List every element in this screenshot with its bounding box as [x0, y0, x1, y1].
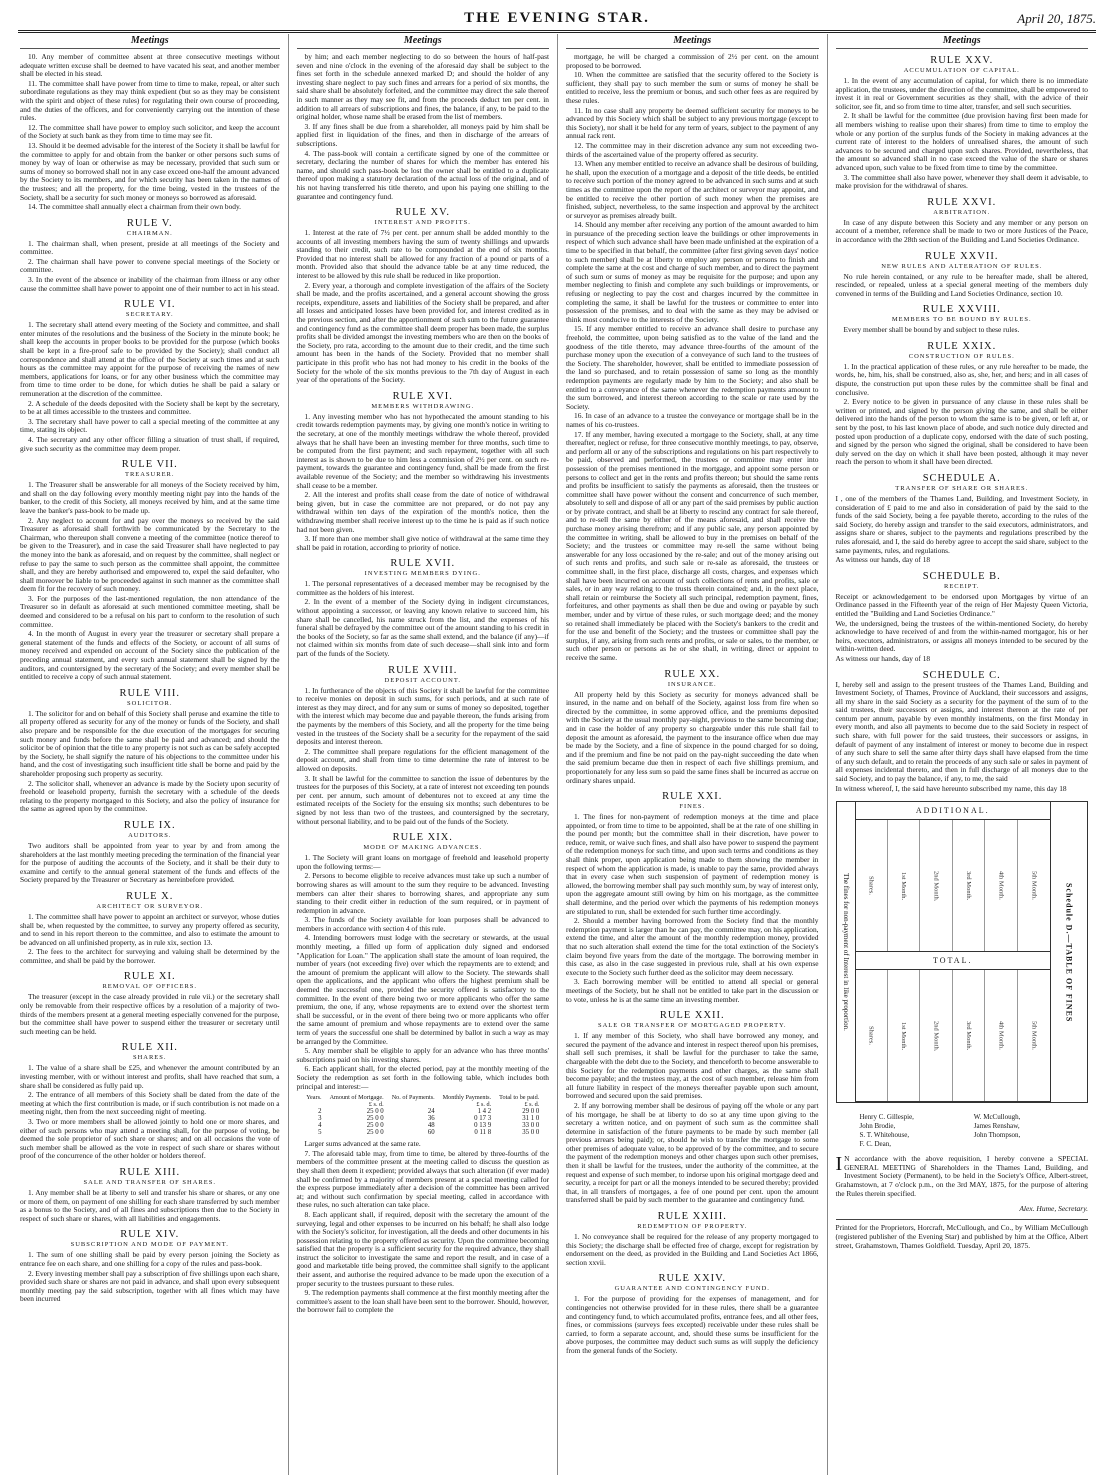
- paragraph: 2. In the event of a member of the Society dying in indigent circumstances, without appointing a successor, or leaving any known relative to succeed him, his share shall be cancelled, his name struck from the list, and the expenses of his funeral shall be defrayed by the committee out of the amount standing to his credit in the books of the Society, so far as the same shall extend, and the balance (if any)—if not claimed within six months from date of such decease—shall sink into and form part of the funds of the Society.: [296, 597, 549, 659]
- rule-heading: RULE VIII.: [119, 687, 181, 699]
- column-heading: Meetings: [297, 34, 550, 49]
- paragraph: 12. The committee may in their discretion advance any sum not exceeding two-thirds of the ascertained value of the property offered as security.: [566, 140, 819, 159]
- paragraph: 2. Every notice to be given in pursuance of any clause in these rules shall be written or printed, and signed by the person giving the same, and shall be either delivered into the hands of the person to whom the same is to be given, or left at, or sent by the post, to his last known place of abode, and such notice duly directed and posted upon production of a duplicate copy, endorsed with the date of such posting, and signed by the person who signed the original, shall be considered to have been duly served on the day on which it shall have been posted, although it may never reach the person to whom it shall have been directed.: [835, 397, 1088, 467]
- rule-subheading: CONSTRUCTION OF RULES.: [908, 352, 1015, 360]
- rule-subheading: INVESTING MEMBERS DYING.: [364, 570, 481, 578]
- rule-heading: RULE XXIV.: [658, 1273, 727, 1285]
- fines-column-header: 1st Month.: [888, 820, 920, 951]
- table-cell: 25 0 0: [366, 1108, 384, 1116]
- paragraph: 4. The pass-book will contain a certificate signed by one of the committee or secretary, declaring the number of shares for which the member has entered his name, and should such pass-book be lost the owner shall be entitled to a duplicate thereof upon making a statutory declaration of the actual loss of the original, and of his not having transferred his title thereto, and upon his paying one shilling to the guarantee and contingency fund.: [296, 148, 549, 201]
- fines-grid: [856, 802, 1051, 1102]
- paragraph: 2. If any borrowing member shall be desirous of paying off the whole or any part of his mortgage, he shall be at liberty to do so at any time upon giving to the secretary a written notice, and on payment of such sum as the committee shall determine in satisfaction of the future payments to be made by such member (all previous arrears being paid); or, should he wish to transfer the mortgage to some other premises of adequate value, to be approved of by the committee, and to secure the payment of the redemption moneys and other charges upon such other premises, then it shall be lawful for the trustees, under the authority of the committee, at the request and expense of such member, to indorse upon his original mortgage deed and security, a receipt for part or all the moneys intended to be secured thereby; provided that, in all transfers of mortgages, a fee of one pound per cent. upon the amount transferred shall be paid by such member to the guarantee and contingency fund.: [566, 1100, 819, 1205]
- rule-heading: RULE XI.: [123, 971, 176, 983]
- table-subheader: £ s. d.: [476, 1101, 492, 1109]
- rule-heading: RULE X.: [126, 890, 174, 902]
- form-text: [836, 620, 1089, 654]
- rule-heading: RULE XII.: [121, 1042, 178, 1054]
- paragraph: 1. The fines for non-payment of redemption moneys at the time and place appointed, or from time to time to be appointed, shall be at the rate of one shilling in the pound per month; but the committee shall in their discretion, have power to reduce, remit, or waive such fines, and shall also have power to suspend the payment of the redemption moneys for such time, and upon such terms and conditions as they shall think proper, upon application being made to them showing the member in respect of whom the application is made, is unable to pay the same, provided always that in every case when such suspension of payment of redemption money is allowed, the borrowing member shall pay such monthly sum, by way of interest only, upon the aggregate amount still owing by him on his mortgage, as the committee shall determine, and the period over which the payments of his redemption moneys are stipulated to run, shall be extended for such further time accordingly.: [566, 812, 819, 916]
- paragraph: 4. In the month of August in every year the treasurer or secretary shall prepare a general statement of the funds and effects of the Society, or account of all sums of money received and expended on account of the Society since the publication of the preceding annual statement, and every such annual statement shall be signed by the auditors, and countersigned by the secretary of the Society; and every member shall be entitled to receive a copy of such annual statement.: [20, 629, 280, 682]
- paragraph: 1. The solicitor for and on behalf of this Society shall peruse and examine the title to all property offered as security for any of the money or funds of the Society, and shall also prepare and be responsible for the due execution of the mortgages for securing such money and funds before the same shall be paid and advanced; and should the solicitor be of opinion that the title to any property is not such as can be safely accepted by the Society, he shall signify the nature of his objections to the committee under his hand, and the cost of investigating such insufficient title shall be borne and paid by the shareholder proposing such property as security.: [20, 708, 280, 778]
- paragraph: 3. If more than one member shall give notice of withdrawal at the same time they shall be paid in rotation, according to priority of notice.: [296, 534, 549, 552]
- paragraph: 3. The secretary shall have power to call a special meeting of the committee at any time, stating its object.: [20, 416, 280, 435]
- signatory-name: John Thompson,: [973, 1131, 1021, 1140]
- paragraph: 1. The chairman shall, when present, preside at all meetings of the Society and committee.: [20, 238, 280, 257]
- paragraph: 1. For the purpose of providing for the expenses of management, and for contingencies not otherwise provided for in these rules, there shall be a guarantee and contingency fund, to which accumulated profits, entrance fees, and all other fees, fines, or commissions (surveys fees excepted) receivable under these rules shall be carried, to form a separate account, and, should these sums be insufficient for the above purposes, the committee may deduct such sums as will supply the deficiency from the general funds of the Society.: [566, 1294, 819, 1355]
- fines-cells: [856, 970, 1051, 1102]
- signatory-name: [974, 1140, 1088, 1149]
- paragraph: 1. No conveyance shall be required for the release of any property mortgaged to this Society; the discharge shall be effected free of charge, except for registration by endorsement on the deed, as provided in the Building and Land Societies Act 1866, section xxvii.: [566, 1232, 819, 1267]
- paragraph: All property held by this Society as security for moneys advanced shall be insured, in the name and on behalf of the Society, against loss from fire when so directed by the committee, in some approved office, and the premiums deposited with the Society at the usual monthly pay-night, previous to the same becoming due; and in case the holder of any property so chargeable under this rule shall fail to deposit the amount as aforesaid, the payment to the insurance office when due may be made by the Society, and a fine of sixpence in the pound charged for so doing, and if the premium and fine be not paid on the pay-night succeeding the date when the said premium became due then in respect of each five shillings premium, and proportionately for any less sum so paid the same fines shall be incurred as accrue on ordinary shares unpaid.: [566, 689, 819, 785]
- rule-subheading: INSURANCE.: [667, 680, 717, 688]
- rule-subheading: SALE OR TRANSFER OF MORTGAGED PROPERTY.: [597, 1022, 787, 1030]
- fines-note-text: The fines for non-payment of Interest in like proportion.: [841, 873, 850, 1032]
- paragraph: 1. In furtherance of the objects of this Society it shall be lawful for the committee to receive monies on deposit in such sums, for such periods, and at such rate of interest as they may direct, and for any sum or sums of money so deposited, together with the interest which may become due and payable thereon, the funds arising from the payments by the members of this Society, and all the property for the time being vested in the trustees of the Society shall be a security for the repayment of the said deposits and interest thereon.: [296, 685, 549, 747]
- paragraph: 2. Every investing member shall pay a subscription of five shillings upon each share, provided such share or shares are not paid in advance, and shall upon every subsequent monthly meeting pay the said subscription, together with all fines which may have been incurred: [20, 1268, 280, 1304]
- table-cell: 48: [427, 1122, 435, 1130]
- rule-heading: SCHEDULE A.: [922, 473, 1001, 484]
- paragraph: 3. The funds of the Society available for loan purposes shall be advanced to members in accordance with section 4 of this rule.: [296, 915, 549, 933]
- paragraph: 3. Two or more members shall be allowed jointly to hold one or more shares, and either of such persons who may attend a meeting shall, for the purpose of voting, be deemed the sole proprietor of such share or shares; and on all occasions the vote of such member shall be allowed as the vote in respect of such share or shares without proof of the concurrence of the other holder or holders thereof.: [20, 1117, 280, 1161]
- paragraph: No rule herein contained, or any rule to be hereafter made, shall be altered, rescinded, or repealed, unless at a special general meeting of the members duly convened in terms of the Building and Land Societies Ordinance, section 10.: [835, 271, 1088, 298]
- rule-subheading: FINES.: [679, 803, 706, 811]
- table-cell: 60: [427, 1129, 435, 1137]
- table-cell: 24: [427, 1108, 435, 1116]
- table-header: No. of Payments.: [391, 1094, 435, 1102]
- paragraph: 2. Should a member having borrowed from the Society find that the monthly redemption payment is larger than he can pay, the committee may, on his application, extend the time, and alter the amount of the monthly redemption money, provided that no such alteration shall extend the time for the total extinction of the Society's claim beyond five years from the date of the mortgage. The borrowing member in this case, as also in the case suggested in previous rule, shall at his own expense execute to the Society such further deed as the solicitor may deem necessary.: [566, 916, 819, 977]
- form-text: [836, 556, 1089, 565]
- signatories: [860, 1113, 1089, 1149]
- form-text: [836, 593, 1089, 619]
- paragraph: 1. Any member shall be at liberty to sell and transfer his share or shares, or any one or more of them, on payment of one shilling for each share transferred by such member as a bonus to the Society, and of all fines and subscriptions then due to the Society in respect of such share or shares, with all liabilities and engagements.: [20, 1187, 280, 1223]
- fines-column-header: Shares.: [856, 970, 888, 1101]
- column-2: [288, 34, 558, 1475]
- paragraph: 1. The value of a share shall be £25, and whenever the amount contributed by an investing member, with or without interest and profits, shall have reached that sum, a share shall be considered as fully paid up.: [20, 1063, 280, 1090]
- rule-subheading: AUDITORS.: [128, 831, 172, 839]
- paragraph: Every member shall be bound by and subject to these rules.: [843, 325, 1020, 335]
- table-header: Total to be paid.: [499, 1094, 540, 1102]
- fines-column-header: 5th Month.: [1030, 871, 1038, 901]
- rule-subheading: TRANSFER OF SHARE OR SHARES.: [895, 485, 1029, 492]
- paragraph: mortgage, he will be charged a commission of 2½ per cent. on the amount proposed to be borrowed.: [566, 52, 819, 70]
- paragraph: 14. Should any member after receiving any portion of the amount awarded to him in pursuance of the preceding section leave the buildings or other improvements in respect of which such advance shall have been made unfinished at the expiration of a time to be specified in that behalf, the committee (after first giving seven days' notice to such member) shall be at liberty to employ any person or persons to finish and complete the same at the cost and charge of such member, and to direct the payment of such sum or sums of money as may be requisite for the purpose; and upon any member neglecting to finish and complete any such buildings or improvements, or refusing or neglecting to pay the cost and charges incurred by the committee in completing the same, it shall be lawful for the trustees or committee to enter into possession of the premises, and to deal with the same as they may be advised or think most conducive to the interests of the Society.: [566, 220, 819, 324]
- paragraph: 11. The committee shall have power from time to time to make, repeal, or alter such subordinate regulations as they may think expedient (but so as they may be consistent with the spirit and object of these rules) for regulating their own course of proceeding, and the duties of the officers, and for conveniently carrying out the intention of these rules.: [20, 78, 280, 123]
- fines-table: [836, 801, 1089, 1103]
- fines-note: [837, 802, 856, 1102]
- column-heading: Meetings: [20, 34, 280, 49]
- paragraph: Larger sums advanced at the same rate.: [304, 1139, 421, 1149]
- paragraph: As witness our hands, day of 18: [835, 555, 931, 565]
- table-cell: 0 17 3: [474, 1115, 492, 1123]
- fines-column-header: 4th Month.: [985, 820, 1017, 951]
- paragraph: 2. The solicitor shall, whenever an advance is made by the Society upon security of freehold or leasehold property, furnish the secretary with a schedule of the deeds relating to the property mortgaged to this Society, and also the policy of insurance for the same as agreed upon by the committee.: [20, 778, 280, 814]
- paragraph: 12. The committee shall have power to employ such solicitor, and keep the account of the Society at such bank as they from time to time may see fit.: [20, 122, 280, 141]
- rule-heading: RULE XVII.: [390, 558, 456, 570]
- rule-heading: RULE XXVIII.: [922, 304, 1001, 316]
- fines-section-label: ADDITIONAL.: [856, 802, 1051, 820]
- rule-subheading: SECRETARY.: [125, 311, 174, 319]
- rule-heading: RULE XXV.: [930, 55, 994, 66]
- rule-heading: SCHEDULE C.: [922, 669, 1001, 681]
- masthead: [18, 8, 1096, 33]
- paragraph: 2. A schedule of the deeds deposited with the Society shall be kept by the secretary, to be at all times accessible to the trustees and committee.: [20, 398, 280, 417]
- paragraph: In witness whereof, I, the said have hereunto subscribed my name, this day 18: [835, 783, 1067, 793]
- paragraph: 2. The chairman shall have power to convene special meetings of the Society or committee.: [20, 256, 280, 275]
- table-cell: 5: [318, 1129, 322, 1137]
- table-subheader: £ s. d.: [368, 1101, 384, 1109]
- paragraph: 1. The committee shall have power to appoint an architect or surveyor, whose duties shall be, when requested by the committee, to survey any property offered as security, and to send in his report thereon to the committee, and also to estimate the amount to be advanced on all unfinished property, as in rule xix, section 13.: [20, 911, 280, 947]
- table-subheader: £ s. d.: [524, 1101, 540, 1109]
- table-cell: 3: [318, 1115, 322, 1123]
- rule-subheading: GUARANTEE AND CONTINGENCY FUND.: [614, 1285, 770, 1293]
- table-cell: 35 0 0: [522, 1129, 540, 1137]
- rule-subheading: DEPOSIT ACCOUNT.: [384, 676, 461, 684]
- table-row: [302, 1129, 543, 1136]
- signatory-name: S. T. Whitehouse,: [859, 1131, 910, 1140]
- fines-title: [1050, 802, 1087, 1102]
- table-header: Years.: [306, 1094, 322, 1102]
- rule-heading: RULE XXVII.: [925, 250, 999, 262]
- rule-subheading: TREASURER.: [124, 471, 175, 479]
- table-subheader: [302, 1101, 325, 1108]
- paragraph: In case of any dispute between this Society and any member or any person on account of a member, reference shall be made to two or more Justices of the Peace, in accordance with the 28th section of the Building and Land Societies Ordinance.: [835, 217, 1088, 244]
- table-cell: 31 1 0: [522, 1115, 540, 1123]
- rule-subheading: CHAIRMAN.: [126, 229, 173, 237]
- paragraph: 1. In the practical application of these rules, or any rule hereafter to be made, the words, he, him, his, shall be construed, also as, she, her, and hers; and in all cases of dispute, the construction put upon these rules by the committee shall be final and conclusive.: [835, 361, 1088, 397]
- rule-heading: RULE XIX.: [392, 832, 453, 844]
- paragraph: As witness our hands, day of 18: [835, 653, 931, 663]
- rule-subheading: MEMBERS WITHDRAWING.: [371, 402, 475, 410]
- paragraph: 1. If any member of this Society, who shall have borrowed any money, and secured the payment of the advance and interest in respect thereof upon his premises, shall sell such premises, it shall be lawful for the purchaser to take the same, chargeable with the debt due to the Society, and thenceforth to become answerable to this Society for the redemption payments and other charges, as the same shall become payable; and the trustees may, at the cost of such member, release him from all future liability in respect of the moneys thereafter payable upon such amount, borrowed and secured upon the said premises.: [566, 1031, 819, 1101]
- table-cell: 2: [318, 1108, 322, 1116]
- fines-column-header: 2nd Month.: [920, 820, 952, 951]
- paragraph: 2. The fees to the architect for surveying and valuing shall be determined by the committee, and shall be paid by the borrower.: [20, 947, 280, 965]
- paragraph: 6. Each applicant shall, for the elected period, pay at the monthly meeting of the Society the redemption as set forth in the following table, which includes both principal and interest:—: [296, 1064, 549, 1091]
- paragraph: 3. If any fines shall be due from a shareholder, all moneys paid by him shall be applied first in liquidation of the fines, and then in discharge of the arrears of subscriptions.: [296, 121, 549, 148]
- rule-heading: SCHEDULE B.: [922, 570, 1001, 582]
- paragraph: 1. Interest at the rate of 7½ per cent. per annum shall be added monthly to the accounts of all investing members having the sum of twenty shillings and upwards standing to their credit, such rate to be compounded at the end of six months. Provided that no interest shall be allowed for any fraction of a pound or parts of a month. Provided also that should the advance table be at any time reduced, the interest to be allowed by this rule shall be reduced in like proportion.: [296, 228, 549, 281]
- paragraph: 3. It shall be lawful for the committee to sanction the issue of debentures by the trustees for the purposes of this Society, at a rate of interest not exceeding ten pounds per cent. per annum, such amount of debentures not to exceed at any time the estimated receipts of the Society for the ensuing six months; such debentures to be signed by not less than two of the trustees, and countersigned by the secretary, without personal liability, and to be paid out of the funds of the Society.: [296, 773, 549, 826]
- rule-heading: RULE XXI.: [662, 791, 723, 803]
- table-cell: 36: [427, 1115, 435, 1123]
- table-header: Amount of Mortgage.: [329, 1094, 384, 1102]
- rule-subheading: MODE OF MAKING ADVANCES.: [363, 844, 483, 852]
- paragraph: 2. All the interest and profits shall cease from the date of notice of withdrawal being given, but in case the committee are not prepared, or do not pay any withdrawal within ten days of the expiration of the month's notice, then the withdrawing member shall receive interest up to the time he is paid as if such notice had not been given.: [296, 490, 549, 534]
- column-heading: Meetings: [566, 34, 819, 49]
- paragraph: 9. The redemption payments shall commence at the first monthly meeting after the committee's assent to the loan shall have been sent to the borrower. Should, however, the borrower fail to complete the: [296, 1288, 549, 1315]
- rule-subheading: NEW RULES AND ALTERATION OF RULES.: [881, 262, 1043, 270]
- paragraph: 1. The secretary shall attend every meeting of the Society and committee, and shall enter minutes of the resolutions and the business of the Society in the minute book; he shall keep the accounts in proper books to be provided for the purpose (which books shall be kept in a fire-proof safe to be provided by the Society); shall conduct all correspondence and shall attend at the office of the Society at such times and at such hours as the committee may appoint for the purpose of receiving the names of new members, applications for loans, or for any other business which the committee may from time to time order to be done, for which duties he shall be paid a salary or remuneration at the discretion of the committee.: [20, 320, 280, 398]
- paragraph: 1. The personal representatives of a deceased member may be recognised by the committee as the holders of his interest.: [296, 579, 549, 597]
- paragraph: 1. Any investing member who has not hypothecated the amount standing to his credit towards redemption payments may, by giving one month's notice in writing to the secretary, at one of the monthly meetings withdraw the whole thereof, provided always that he shall have been an investing member for three months, such time to be computed from the first payment; and such repayment, together with all such interest as is shown to be due to him less a commission of 2½ per cent. on such re-payment, towards the guarantee and contingency fund, shall be made from the first available revenue of the Society; and the member so withdrawing his investments shall cease to be a member.: [296, 411, 549, 490]
- fines-column-header: 1st Month.: [888, 970, 920, 1101]
- paragraph: 1. The sum of one shilling shall be paid by every person joining the Society as entrance fee on each share, and one shilling for a copy of the rules and pass-book.: [20, 1250, 280, 1268]
- paragraph: 7. The aforesaid table may, from time to time, be altered by three-fourths of the members of the committee present at the meeting called to discuss the question as they shall then deem it expedient; provided always that such alteration (if ever made) shall be confirmed by a majority of members present at a special meeting called for the express purpose immediately after a decision of the committee has been arrived at; and without such confirmation by special meeting, called in accordance with these rules, no such alteration can take place.: [296, 1148, 549, 1210]
- paragraph: 8. Each applicant shall, if required, deposit with the secretary the amount of the surveying, legal and other expenses to be incurred on his behalf; he shall also lodge with the Society's solicitor, for investigation, all the deeds and other documents in his possession relating to the property offered as security. Upon the committee becoming satisfied that the property is a sufficient security for the required advance, they shall instruct the solicitor to investigate the same and report the result, and in case of a good and marketable title being proved, the committee shall signify to the applicant their assent, and authorise the required advance to be made upon the execution of a proper security to the trustees pursuant to these rules.: [296, 1209, 549, 1288]
- page-columns: [18, 34, 1096, 1475]
- paragraph: 1. The Society will grant loans on mortgage of freehold and leasehold property upon the following terms:—: [296, 853, 549, 871]
- fines-cells: [856, 820, 1051, 952]
- rule-heading: RULE XIV.: [120, 1229, 180, 1241]
- rule-heading: RULE V.: [126, 217, 173, 229]
- paragraph: 16. In case of an advance to a trustee the conveyance or mortgage shall be in the names of his co-trustees.: [566, 411, 819, 429]
- form-text: [836, 785, 1089, 794]
- paragraph: 10. When the committee are satisfied that the security offered to the Society is sufficient, they shall pay to such member the sum or sums of money he shall be entitled to receive, less the premium or bonus, and such other fees as are required by these rules.: [566, 70, 819, 105]
- paragraph: I, hereby sell and assign to the present trustees of the Thames Land, Building and Investment Society, of Thames, Province of Auckland, their successors and assigns, all my share in the said Society as a security for the payment of the sum of to the said trustees, their successors or assigns, and interest thereon at the rate of per centum per annum, payable by even monthly instalments, on the first Monday in every month, and also all payments to become due to the said Society in respect of such share, with full power for the said trustees, their successors or assigns, in default of payment of any instalment of interest or money to become due in respect of any such share to sell the same after thirty days shall have elapsed from the time of any such default, and to retain the proceeds of any such sale or sales in payment of all expenses incidental thereto, and then in full discharge of all moneys due to the said Society, and to pay the balance, if any, to me, the said: [835, 679, 1088, 784]
- notice-text: N accordance with the above requisition, I hereby convene a SPECIAL GENERAL MEETING of Shareholders in the Thames Land, Building, and Investment Society (Permanent), to be held in the Society's Office, Albert-street, Grahamstown, at 7 o'clock p.m., on the 3rd MAY, 1875, for the purpose of altering the Rules therein specified.: [835, 1154, 1088, 1198]
- signatory-name: John Brodie,: [859, 1122, 896, 1131]
- form-text: [836, 495, 1089, 555]
- paragraph: 14. The committee shall annually elect a chairman from their own body.: [28, 202, 242, 212]
- fines-column-header: 3rd Month.: [953, 820, 985, 951]
- rule-subheading: REDEMPTION OF PROPERTY.: [637, 1223, 748, 1231]
- table-cell: 1 4 2: [477, 1108, 492, 1116]
- rule-subheading: ARCHITECT OR SURVEYOR.: [96, 902, 204, 910]
- newspaper-title: THE EVENING STAR.: [464, 10, 650, 26]
- printer-imprint: Printed for the Proprietors, Horcraft, McCullough, and Co., by William McCullough (registered publisher of the Evening Star) and published by him at the Office, Albert street, Grahamstown, Thames Goldfield. Tuesday, April 20, 1875.: [836, 1219, 1089, 1250]
- rule-subheading: ACCUMULATION OF CAPITAL.: [903, 67, 1020, 74]
- rule-heading: RULE VI.: [123, 299, 176, 311]
- paragraph: Two auditors shall be appointed from year to year by and from among the shareholders at the last monthly meeting preceding the termination of the financial year for the purpose of auditing the accounts of the Society, and it shall be their duty to examine and certify to the annual general statement of the funds and effects of the Society prepared by the Treasurer or Secretary as hereinbefore provided.: [20, 840, 280, 885]
- secretary-signature: Alex. Hume, Secretary.: [1019, 1204, 1088, 1214]
- rule-subheading: SHARES.: [132, 1054, 167, 1062]
- rule-heading: RULE XX.: [664, 668, 721, 680]
- table-cell: 4: [318, 1122, 322, 1130]
- table-cell: 0 11 8: [474, 1129, 492, 1137]
- paragraph: 2. Any neglect to account for and pay over the moneys so received by the said Treasurer as aforesaid shall forthwith be communicated by the Secretary to the Chairman, who thereupon shall convene a meeting of the committee (notice thereof to be given to the Treasurer), and in case the said Treasurer shall have neglected to pay the money into the bank as aforesaid, and on request by the committee, shall neglect or refuse to pay the same to such person as the committee shall appoint, the committee shall, and they are hereby authorised and empowered to, expel the said defaulter, who shall moreover be liable to be proceeded against in such manner as the committee shall deem fit for the recovery of such money.: [20, 515, 280, 594]
- paragraph: 2. The committee shall prepare regulations for the efficient management of the deposit account, and shall from time to time determine the rate of interest to be allowed on deposits.: [296, 746, 549, 773]
- paragraph: 2. Persons to become eligible to receive advances must take up such a number of borrowing shares as will amount to the sum they require to be advanced. Investing members can alter their shares to borrowing shares, and appropriate any sum standing to their credit either in reduction of the sum required, or in payment of redemption in advance.: [296, 871, 549, 915]
- fines-column-header: Shares.: [856, 820, 888, 951]
- paragraph: 1. The Treasurer shall be answerable for all moneys of the Society received by him, and shall on the day following every monthly meeting night pay into the hands of the banker, to the credit of this Society, all moneys received by him, and at the same time leave the banker's pass-book to be made up.: [20, 480, 280, 515]
- fines-column-header: 4th Month.: [985, 970, 1017, 1101]
- signatory-name: W. McCullough,: [973, 1113, 1021, 1122]
- fines-title-text: Schedule D.—TABLE OF FINES: [1064, 882, 1074, 1022]
- rule-heading: RULE XXVI.: [927, 196, 997, 208]
- rule-subheading: SUBSCRIPTION AND MODE OF PAYMENT.: [70, 1241, 229, 1249]
- column-heading: Meetings: [836, 34, 1089, 49]
- paragraph: I , one of the members of the Thames Land, Building, and Investment Society, in consideration of £ paid to me and also in consideration of paid by the said to the funds of the said Society, being a fee payable thereto, according to the rules of the said Society, do hereby assign and transfer to the said executors, administrators, and assigns share or shares, subject to the payments and regulations prescribed by the rules aforesaid, and I, the said do hereby agree to accept the said share, subject to the same payments, rules, and regulations.: [835, 494, 1088, 555]
- paragraph: 17. If any member, having executed a mortgage to the Society, shall, at any time thereafter, neglect or refuse, for three consecutive monthly meetings, to pay, observe, and perform all or any of the subscriptions and regulations on his part respectively to be paid, observed and performed, the trustees or committee may enter into possession of the premises mentioned in the mortgage, and appoint some person or persons to collect and get in the rents and profits thereon; but should the same rents and profits be insufficient to satisfy the payments as aforesaid, then the trustees or committee shall have power without the consent and concurrence of such member, absolutely to sell and dispose of all or any part of the said premises by public auction or by private contract, and shall be at liberty to rescind any contract for sale thereof, and to re-sell the same by either of the means aforesaid, and shall receive the purchase money arising therefrom; and if any public sale, any person appointed by the committee in writing, shall be allowed to buy in the premises on behalf of the Society; and the trustees or committee may re-sell the same without being answerable for any loss occasioned by the re-sale; and out of the money arising out of such rents and profits, and such sale or re-sale as aforesaid, the trustees or committee shall, in the first place, discharge all costs, charges, and expenses which shall have been incurred on account of such collections of rents and profits, sale or sales, or in any way relating to the trusts therein contained; and, in the next place, shall retain or reimburse the Society all such principal, redemption payment, fines, forfeitures, and other payments as shall then be due and owing or payable by such member, under and by virtue of these rules, or such mortgage deed; and the money so retained shall immediately be placed with the Society's bankers to the credit and for the use and benefit of the Society; and the trustees or committee shall pay the surplus, if any, arising from such rents and profits, or sale or sales, to the member, or such other person or persons as he or she shall, in writing, direct or appoint to receive the same.: [566, 429, 819, 662]
- paragraph: 15. If any member entitled to receive an advance shall desire to purchase any freehold, the committee, upon being satisfied as to the value of the land and the goodness of the title thereto, may advance three-fourths of the amount of the purchase money upon the execution of a conveyance of such land to the trustees of the Society. The shareholder, however, shall be entitled to immediate possession of the land so purchased, and to retain possession of same so long as the monthly redemption payments are regularly made by him to the Society; and also shall be entitled to a conveyance of the same whenever the redemption payments amount to the sum borrowed, and interest thereon according to the scale or rate used by the Society.: [566, 324, 819, 411]
- rule-heading: RULE XV.: [395, 207, 450, 219]
- fines-column-header: 5th Month.: [1030, 1021, 1038, 1051]
- paragraph: 10. Any member of committee absent at three consecutive meetings without adequate written excuse shall be deemed to have vacated his seat, and another member shall be elected in his stead.: [20, 52, 280, 79]
- form-text: [836, 681, 1089, 784]
- drop-cap: I: [835, 1153, 843, 1176]
- paragraph: 1. In the event of any accumulation of capital, for which there is no immediate application, the trustees, under the direction of the committee, shall be empowered to invest it in real or Government securities as they shall, with the advice of their solicitor, see fit, and so from time to time alter, transfer, and sell such securities.: [835, 76, 1088, 111]
- form-text: [836, 655, 1089, 664]
- table-cell: 33 0 0: [522, 1122, 540, 1130]
- paragraph: 3. In the event of the absence or inability of the chairman from illness or any other cause the committee shall have power to appoint one of their number to act in his stead.: [20, 275, 280, 293]
- rule-subheading: INTEREST AND PROFITS.: [374, 219, 471, 227]
- rule-heading: RULE XXIX.: [927, 340, 997, 352]
- paragraph: 3. The committee shall also have power, whenever they shall deem it advisable, to make provision for the withdrawal of shares.: [835, 172, 1088, 191]
- fines-column-header: 2nd Month.: [920, 970, 952, 1101]
- paragraph: 2. The entrance of all members of this Society shall be dated from the date of the meeting at which the first contribution is made, or if such contribution is not made on a meeting night, then from the next succeeding night of meeting.: [20, 1090, 280, 1117]
- paragraph: 13. Should it be deemed advisable for the interest of the Society it shall be lawful for the committee to apply for and obtain from the banker or other persons such sums of money by way of loan or otherwise as may be necessary, provided that such sum or sums of money so borrowed shall not in any case exceed one-half the amount advanced by the Society to its members, and for which security has been taken in the names of the trustees; and all the property, for the time being, vested in the trustees of the Society, shall be a security for such money or moneys so borrowed as aforesaid.: [20, 140, 280, 202]
- rule-heading: RULE XVIII.: [388, 664, 458, 676]
- table-row: [302, 1108, 543, 1115]
- rule-subheading: REMOVAL OF OFFICERS.: [102, 983, 198, 991]
- column-1: [18, 34, 288, 1475]
- table-header: Monthly Payments.: [442, 1094, 492, 1102]
- table-row: [302, 1122, 543, 1129]
- paragraph: 11. In no case shall any property be deemed sufficient security for moneys to be advanced by this Society which shall be subject to any previous mortgage (except to this Society), nor shall it be held for any term of years, subject to the payment of any annual rack rent.: [566, 105, 819, 141]
- table-cell: 29 0 0: [522, 1108, 540, 1116]
- table-subheader: [388, 1101, 439, 1108]
- paragraph: by him; and each member neglecting to do so between the hours of half-past seven and nine o'clock in the evening of the aforesaid day shall be subject to the fines set forth in the schedule annexed marked D; and should the holder of any investing share neglect to pay such fines and arrears for a period of six months, the said share shall be absolutely forfeited, and the committee may direct the sale thereof in such manner as they may see fit, and from the proceeds deduct ten per cent. in addition to all arrears of subscriptions and fines, the balance, if any, to be paid to the original holder, whose name shall be erased from the list of members.: [296, 52, 549, 122]
- paragraph: 4. The secretary and any other officer filling a situation of trust shall, if required, give such security as the committee may deem proper.: [20, 434, 280, 453]
- signatory-name: F. C. Dean,: [859, 1140, 892, 1149]
- table-cell: 25 0 0: [366, 1129, 384, 1137]
- signatory-name: James Renshaw,: [973, 1122, 1020, 1131]
- paragraph: We, the undersigned, being the trustees of the within-mentioned Society, do hereby acknowledge to have received of and from the within-named mortgagor, his or her heirs, executors, administrators, or assigns all moneys intended to be secured by the within-written deed.: [835, 618, 1088, 654]
- paragraph: 2. It shall be lawful for the committee (due provision having first been made for all members wishing to realise upon their shares) from time to time to employ the whole or any portion of the surplus funds of the Society in making advances at the current rate of interest to the holders of unrealised shares, the amount of such advances to be secured and charged upon such shares. Provided, nevertheless, that the amount so advanced shall in no case exceed the value of the share or shares advanced upon, such value to be fixed from time to time by the committee.: [835, 111, 1088, 172]
- rule-heading: RULE XVI.: [392, 390, 453, 402]
- table-cell: 25 0 0: [366, 1115, 384, 1123]
- rule-heading: RULE XIII.: [119, 1166, 181, 1178]
- paragraph: 3. Each borrowing member will be entitled to attend all special or general meetings of the Society, but he shall not be entitled to take part in the discussion or to vote, unless he is at the same time an investing member.: [566, 977, 819, 1004]
- rule-subheading: ARBITRATION.: [933, 208, 991, 216]
- table-cell: 0 13 9: [474, 1122, 492, 1130]
- paragraph: 2. Every year, a thorough and complete investigation of the affairs of the Society shall be made, and the profits ascertained, and a general account showing the gross receipts, expenditure, assets and liabilities of the Society shall be prepared, and after all losses and anticipated losses have been provided for, and interest credited as in the previous section, and after the apportionment of such sum to the future guarantee and contingency fund as the committee shall deem proper has been made, the surplus profits shall be divided amongst the investing members who are then on the books of the Society, pro rata, according to the amount due to their credit, and the time such amount has been in the hands of the Society. Provided that no member shall participate in this profit who has not had money to his credit in the books of the Society for the whole of the six months previous to the 7th day of August in each year of the operations of the Society.: [296, 280, 549, 385]
- fines-column-header: 3rd Month.: [953, 970, 985, 1101]
- column-4: [827, 34, 1097, 1475]
- rule-subheading: RECEIPT.: [943, 582, 980, 590]
- rule-heading: RULE IX.: [123, 819, 176, 831]
- issue-date: April 20, 1875.: [1017, 11, 1096, 26]
- rule-heading: RULE VII.: [121, 459, 178, 471]
- column-3: [557, 34, 827, 1475]
- rule-heading: RULE XXIII.: [657, 1211, 727, 1223]
- paragraph: 3. For the purposes of the last-mentioned regulation, the non attendance of the Treasurer so in default as aforesaid at such mentioned committee meeting, shall be deemed and considered to be a refusal on his part to conform to the resolution of such committee.: [20, 593, 280, 629]
- paragraph: 4. Intending borrowers must lodge with the secretary or stewards, at the usual monthly meeting, a filled up form of application duly signed and endorsed "Application for Loan." The application shall state the amount of loan required, the number of years (not exceeding five) over which the repayments are to extend; and the amount of premium the applicant will allow to the Society. The stewards shall open the applications, and the applicant who offers the highest premium shall be deemed the successful one, provided the security offered is satisfactory to the committee. In the event of there being two or more applicants who offer the same premium, the one, if any, whose repayments are to extend over the shortest term shall be successful, or in the event of there being two or more applicants who offer the same amount of premium and whose repayments are to extend over the same term of years the successful one shall be determined by ballot in such a way as may be arranged by the Committee.: [296, 933, 549, 1046]
- signatory-name: Henry C. Gillespie,: [859, 1113, 914, 1122]
- paragraph: 5. Any member shall be eligible to apply for an advance who has three months' subscriptions paid on his investing shares.: [296, 1046, 549, 1064]
- paragraph: The treasurer (except in the case already provided in rule vii.) or the secretary shall only be removable from their respective offices by a resolution of a majority of two-thirds of the members present at a general meeting especially convened for the purpose, but the committee shall have power to suspend either the treasurer or secretary until such meeting can be held.: [20, 992, 280, 1036]
- rule-heading: RULE XXII.: [659, 1010, 725, 1022]
- table-cell: 25 0 0: [366, 1122, 384, 1130]
- paragraph: Receipt or acknowledgement to be endorsed upon Mortgages by virtue of an Ordinance passed in the Fifteenth year of the reign of Her Majesty Queen Victoria, entitled the "Building and Land Societies Ordinance.": [835, 591, 1088, 618]
- meeting-notice: [836, 1155, 1089, 1198]
- rule-subheading: SALE AND TRANSFER OF SHARES.: [83, 1178, 216, 1186]
- fines-section-label: TOTAL.: [856, 952, 1051, 970]
- rule-subheading: MEMBERS TO BE BOUND BY RULES.: [891, 316, 1032, 324]
- table-row: [302, 1115, 543, 1122]
- paragraph: 13. When any member entitled to receive an advance shall be desirous of building, he shall, upon the execution of a mortgage and a deposit of the title deeds, be entitled to receive such portion of the money agreed to be advanced in such sums and at such times as the committee upon the report of the architect or surveyor may appoint, and be entitled to receive the other portion of such money when the premises are finished, subject, nevertheless, to the same inspection and approval by the architect or surveyor as premises already built.: [566, 159, 819, 220]
- rule-subheading: SOLICITOR.: [127, 699, 173, 707]
- advance-table: [302, 1094, 543, 1136]
